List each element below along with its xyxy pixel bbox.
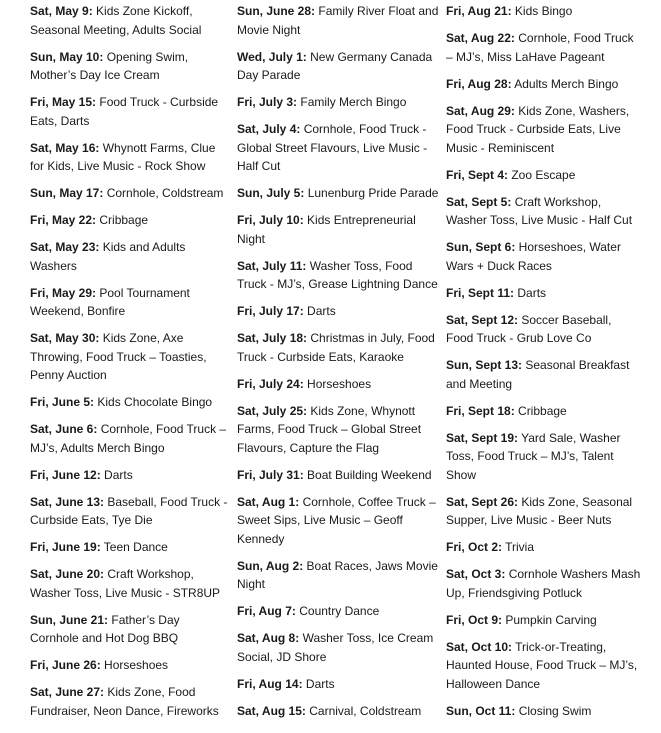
event-entry xyxy=(237,211,442,248)
event-date: Fri, Sept 18: xyxy=(446,403,515,418)
event-description: Pumpkin Carving xyxy=(502,612,597,627)
event-entry xyxy=(446,29,641,66)
event-description: Washer Toss, Food Truck - MJ’s, Grease Lightning Dance xyxy=(237,258,438,291)
event-entry xyxy=(30,184,230,203)
event-entry xyxy=(446,193,641,230)
event-description: Boat Races, Jaws Movie Night xyxy=(237,558,438,591)
event-description: Kids Zone, Axe Throwing, Food Truck – Toasties, Penny Auction xyxy=(30,331,207,382)
event-description: Cornhole, Food Truck – MJ’s, Adults Merch Bingo xyxy=(30,422,227,455)
event-entry xyxy=(446,75,641,94)
event-description: Cornhole, Coffee Truck – Sweet Sips, Live Music – Geoff Kennedy xyxy=(237,494,436,546)
event-entry xyxy=(237,2,442,39)
event-date: Sun, June 28: xyxy=(237,4,316,18)
event-description: Horseshoes xyxy=(100,658,169,672)
event-date: Sat, June 27: xyxy=(30,685,105,699)
event-entry xyxy=(30,611,230,648)
event-date: Fri, June 19: xyxy=(30,540,101,554)
event-entry xyxy=(30,329,230,385)
event-description: Whynott Farms, Clue for Kids, Live Music - Rock Show xyxy=(30,140,216,173)
event-date: Fri, May 15: xyxy=(30,95,97,109)
event-description: Horseshoes, Water Wars + Duck Races xyxy=(446,240,621,273)
event-entry xyxy=(237,602,442,621)
event-description: Carnival, Coldstream xyxy=(305,703,422,718)
event-entry xyxy=(237,675,442,694)
event-description: Kids Zone, Seasonal Supper, Live Music - Beer Nuts xyxy=(446,494,633,527)
event-description: Opening Swim, Mother’s Day Ice Cream xyxy=(30,49,189,82)
event-entry xyxy=(237,302,442,321)
schedule-column-1 xyxy=(30,2,230,729)
event-description: Closing Swim xyxy=(515,703,592,718)
event-description: Baseball, Food Truck - Curbside Eats, Tye Die xyxy=(30,494,228,527)
event-date: Fri, Sept 4: xyxy=(446,167,509,182)
event-entry xyxy=(30,139,230,176)
schedule-column-3 xyxy=(446,2,641,729)
event-entry xyxy=(237,120,442,176)
event-entry xyxy=(446,284,641,303)
event-entry xyxy=(446,429,641,485)
event-date: Sat, July 18: xyxy=(237,331,308,345)
event-description: Kids and Adults Washers xyxy=(30,240,186,273)
event-date: Sun, Oct 11: xyxy=(446,703,516,718)
event-date: Sun, Sept 13: xyxy=(446,358,523,372)
event-date: Sat, May 30: xyxy=(30,331,100,345)
event-date: Fri, Sept 11: xyxy=(446,285,515,300)
event-entry xyxy=(446,356,641,393)
event-date: Fri, June 12: xyxy=(30,467,101,482)
event-date: Sat, June 6: xyxy=(30,422,98,436)
event-entry xyxy=(30,2,230,39)
event-description: Cornhole, Food Truck – MJ’s, Miss LaHave Pageant xyxy=(446,31,634,64)
event-description: Cornhole Washers Mash Up, Friendsgiving Potluck xyxy=(446,567,641,600)
event-date: Fri, Aug 7: xyxy=(237,604,296,618)
event-description: Kids Zone, Washers, Food Truck - Curbside Eats, Live Music - Reminiscent xyxy=(446,103,630,155)
event-date: Sun, Aug 2: xyxy=(237,558,304,573)
event-description: Darts xyxy=(302,676,335,691)
event-date: Sat, Aug 15: xyxy=(237,703,306,718)
event-date: Fri, May 29: xyxy=(30,285,97,300)
event-entry xyxy=(30,656,230,675)
event-description: Family River Float and Movie Night xyxy=(237,4,439,37)
event-entry xyxy=(30,284,230,321)
event-date: Fri, Oct 9: xyxy=(446,612,503,627)
event-entry xyxy=(30,493,230,530)
event-entry xyxy=(30,565,230,602)
event-date: Sat, Oct 3: xyxy=(446,567,506,581)
event-description: Family Merch Bingo xyxy=(297,95,407,109)
event-date: Fri, Oct 2: xyxy=(446,540,503,554)
event-date: Fri, Aug 28: xyxy=(446,76,512,91)
event-entry xyxy=(237,466,442,485)
event-date: Sat, Sept 26: xyxy=(446,494,519,509)
event-entry xyxy=(30,211,230,230)
event-entry xyxy=(237,184,442,203)
event-entry xyxy=(237,402,442,458)
event-entry xyxy=(30,466,230,485)
event-description: Darts xyxy=(100,467,133,482)
event-entry xyxy=(237,48,442,85)
event-description: Trivia xyxy=(502,540,535,554)
event-date: Fri, June 26: xyxy=(30,658,101,672)
event-description: Cribbage xyxy=(514,403,567,418)
event-description: Darts xyxy=(303,304,336,318)
event-entry xyxy=(237,375,442,394)
event-description: Horseshoes xyxy=(303,376,372,391)
event-entry xyxy=(237,557,442,594)
event-description: Country Dance xyxy=(295,604,380,618)
event-entry xyxy=(446,238,641,275)
event-description: Food Truck - Curbside Eats, Darts xyxy=(30,95,219,128)
event-description: Craft Workshop, Washer Toss, Live Music - Half Cut xyxy=(446,194,633,227)
event-entry xyxy=(30,238,230,275)
event-date: Fri, Aug 21: xyxy=(446,4,512,18)
event-entry xyxy=(446,102,641,158)
event-description: Kids Bingo xyxy=(511,4,573,18)
event-date: Sat, May 23: xyxy=(30,240,100,254)
event-entry xyxy=(30,48,230,85)
event-description: Cornhole, Food Truck - Global Street Flavours, Live Music - Half Cut xyxy=(237,122,428,173)
event-date: Sat, July 11: xyxy=(237,258,307,273)
event-date: Fri, July 17: xyxy=(237,304,304,318)
event-description: Craft Workshop, Washer Toss, Live Music - STR8UP xyxy=(30,567,221,600)
event-date: Sat, June 20: xyxy=(30,567,105,581)
schedule-column-2 xyxy=(237,2,442,729)
event-date: Fri, May 22: xyxy=(30,213,97,227)
event-entry xyxy=(446,538,641,557)
event-description: Adults Merch Bingo xyxy=(511,76,619,91)
event-entry xyxy=(30,393,230,412)
event-entry xyxy=(446,311,641,348)
event-entry xyxy=(446,611,641,630)
event-date: Sun, June 21: xyxy=(30,612,109,627)
event-entry xyxy=(237,329,442,366)
event-date: Sat, Aug 8: xyxy=(237,631,300,645)
event-entry xyxy=(30,683,230,720)
event-date: Sun, May 17: xyxy=(30,186,104,200)
event-date: Fri, July 3: xyxy=(237,95,298,109)
event-date: Fri, Aug 14: xyxy=(237,676,303,691)
event-date: Sat, May 9: xyxy=(30,4,93,18)
event-date: Sat, Aug 1: xyxy=(237,494,300,509)
event-description: Cornhole, Coldstream xyxy=(103,186,224,200)
event-date: Sat, June 13: xyxy=(30,494,105,509)
event-entry xyxy=(237,629,442,666)
event-entry xyxy=(446,493,641,530)
event-description: Lunenburg Pride Parade xyxy=(304,186,439,200)
event-date: Sat, Oct 10: xyxy=(446,639,513,654)
event-date: Sat, Sept 12: xyxy=(446,312,519,327)
event-description: Yard Sale, Washer Toss, Food Truck – MJ’s, Talent Show xyxy=(446,430,621,482)
event-entry xyxy=(30,93,230,130)
event-date: Fri, June 5: xyxy=(30,395,95,409)
event-description: Seasonal Breakfast and Meeting xyxy=(446,358,630,391)
event-description: Washer Toss, Ice Cream Social, JD Shore xyxy=(237,631,434,664)
event-entry xyxy=(30,420,230,457)
event-description: Trick-or-Treating, Haunted House, Food Truck – MJ’s, Halloween Dance xyxy=(446,639,638,691)
event-description: Boat Building Weekend xyxy=(303,467,432,482)
event-date: Sat, Aug 22: xyxy=(446,31,515,45)
event-description: Kids Chocolate Bingo xyxy=(94,395,213,409)
event-description: Kids Entrepreneurial Night xyxy=(237,213,416,246)
event-description: Father’s Day Cornhole and Hot Dog BBQ xyxy=(30,612,180,645)
event-description: Soccer Baseball, Food Truck - Grub Love Co xyxy=(446,312,612,345)
event-entry xyxy=(446,2,641,21)
event-entry xyxy=(237,93,442,112)
event-entry xyxy=(237,257,442,294)
event-date: Sun, July 5: xyxy=(237,186,305,200)
event-entry xyxy=(30,538,230,557)
event-description: Zoo Escape xyxy=(508,167,576,182)
event-date: Sat, Aug 29: xyxy=(446,103,515,118)
event-description: Kids Zone Kickoff, Seasonal Meeting, Adults Social xyxy=(30,4,202,37)
event-date: Sat, May 16: xyxy=(30,140,100,155)
event-entry xyxy=(237,702,442,721)
event-description: Pool Tournament Weekend, Bonfire xyxy=(30,285,190,318)
event-description: Christmas in July, Food Truck - Curbside Eats, Karaoke xyxy=(237,331,435,364)
event-description: Kids Zone, Whynott Farms, Food Truck – Global Street Flavours, Capture the Flag xyxy=(237,403,422,455)
event-entry xyxy=(446,565,641,602)
event-description: Teen Dance xyxy=(100,540,168,554)
event-date: Fri, July 24: xyxy=(237,376,304,391)
event-description: Darts xyxy=(514,285,547,300)
event-description: Kids Zone, Food Fundraiser, Neon Dance, Fireworks xyxy=(30,685,219,718)
event-description: Cribbage xyxy=(96,213,149,227)
event-date: Sat, July 4: xyxy=(237,122,301,136)
event-entry xyxy=(446,702,641,721)
event-date: Sun, Sept 6: xyxy=(446,240,516,254)
event-date: Sat, July 25: xyxy=(237,403,308,418)
event-date: Wed, July 1: xyxy=(237,49,307,64)
event-description: New Germany Canada Day Parade xyxy=(237,49,433,82)
event-date: Fri, July 10: xyxy=(237,213,304,227)
event-entry xyxy=(237,493,442,549)
event-entry xyxy=(446,166,641,185)
event-entry xyxy=(446,638,641,694)
event-entry xyxy=(446,402,641,421)
event-date: Sat, Sept 19: xyxy=(446,430,519,445)
event-date: Sun, May 10: xyxy=(30,49,104,64)
event-date: Sat, Sept 5: xyxy=(446,194,512,209)
event-date: Fri, July 31: xyxy=(237,467,304,482)
